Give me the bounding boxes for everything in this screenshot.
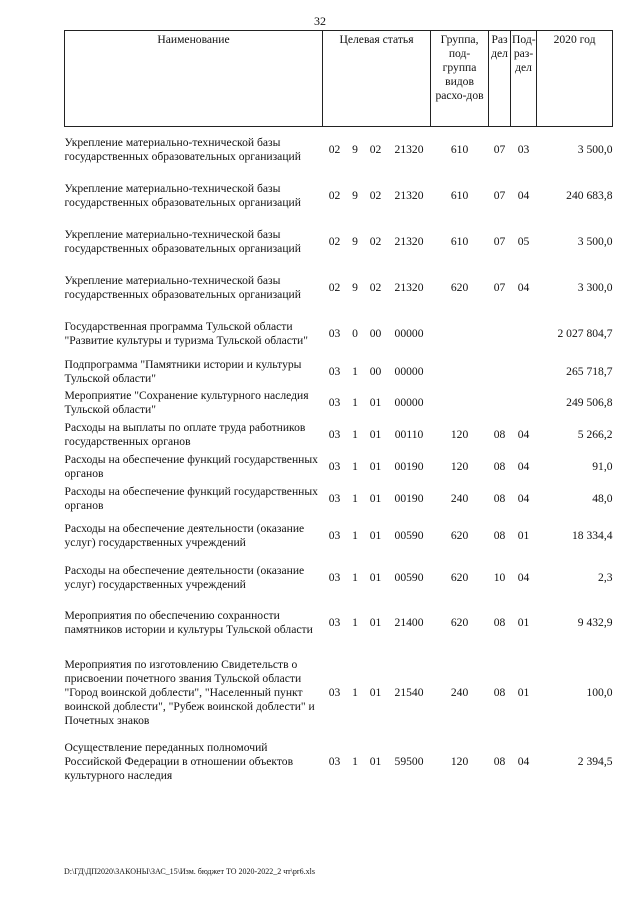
row-name: Расходы на обеспечение деятельности (оказание услуг) государственных учреждений bbox=[64, 564, 305, 591]
row-code-c: 00 bbox=[369, 365, 382, 378]
row-code-a: 03 bbox=[328, 616, 341, 629]
row-section: 07 bbox=[493, 235, 506, 248]
row-section: 08 bbox=[493, 755, 506, 768]
row-code-a: 03 bbox=[328, 755, 341, 768]
row-code-d: 21320 bbox=[394, 235, 424, 248]
row-amount: 2,3 bbox=[598, 571, 613, 584]
row-amount: 240 683,8 bbox=[566, 189, 613, 202]
row-group: 120 bbox=[450, 460, 469, 473]
row-subsection: 01 bbox=[517, 529, 530, 542]
row-group bbox=[431, 357, 489, 387]
row-code-b: 1 bbox=[352, 571, 358, 584]
row-code-c: 01 bbox=[369, 460, 382, 473]
row-code-c: 02 bbox=[369, 281, 382, 294]
row-code-d: 00590 bbox=[394, 571, 424, 584]
row-group: 620 bbox=[450, 529, 469, 542]
row-code-a: 03 bbox=[328, 460, 341, 473]
row-subsection: 04 bbox=[517, 189, 530, 202]
table-row bbox=[65, 739, 613, 785]
row-code-a: 03 bbox=[328, 529, 341, 542]
header-year: 2020 год bbox=[537, 31, 613, 127]
row-section: 07 bbox=[493, 189, 506, 202]
row-subsection: 04 bbox=[517, 281, 530, 294]
table-row bbox=[65, 647, 613, 739]
row-subsection: 01 bbox=[517, 686, 530, 699]
row-name: Подпрограмма "Памятники истории и культуры Тульской области" bbox=[64, 358, 302, 385]
row-section bbox=[489, 311, 511, 357]
row-name: Мероприятия по обеспечению сохранности памятников истории и культуры Тульской области bbox=[64, 609, 313, 636]
row-code-a: 03 bbox=[328, 428, 341, 441]
row-code-b: 1 bbox=[352, 396, 358, 409]
table-row bbox=[65, 173, 613, 219]
row-code-b: 1 bbox=[352, 529, 358, 542]
row-group: 610 bbox=[450, 235, 469, 248]
row-code-a: 03 bbox=[328, 492, 341, 505]
row-name: Расходы на обеспечение деятельности (оказание услуг) государственных учреждений bbox=[64, 522, 305, 549]
row-group: 620 bbox=[450, 281, 469, 294]
table-row bbox=[65, 419, 613, 451]
row-amount: 9 432,9 bbox=[577, 616, 613, 629]
page-number: 32 bbox=[314, 14, 326, 28]
table-row bbox=[65, 515, 613, 557]
row-name: Укрепление материально-технической базы государственных образовательных организаций bbox=[64, 274, 301, 301]
row-code-a: 03 bbox=[328, 396, 341, 409]
row-code-c: 01 bbox=[369, 755, 382, 768]
row-subsection: 04 bbox=[517, 460, 530, 473]
row-code-c: 01 bbox=[369, 492, 382, 505]
row-code-b: 9 bbox=[352, 235, 358, 248]
row-name: Осуществление переданных полномочий Российской Федерации в отношении объектов культурного наследия bbox=[64, 741, 294, 782]
row-amount: 5 266,2 bbox=[577, 428, 613, 441]
row-code-c: 00 bbox=[369, 327, 382, 340]
row-subsection bbox=[511, 357, 537, 387]
row-code-c: 01 bbox=[369, 616, 382, 629]
row-code-c: 01 bbox=[369, 529, 382, 542]
row-group: 240 bbox=[450, 686, 469, 699]
row-name: Укрепление материально-технической базы государственных образовательных организаций bbox=[64, 182, 301, 209]
row-group: 620 bbox=[450, 616, 469, 629]
row-code-a: 02 bbox=[328, 143, 341, 156]
table-row bbox=[65, 557, 613, 599]
row-group: 610 bbox=[450, 189, 469, 202]
row-code-b: 1 bbox=[352, 460, 358, 473]
row-section bbox=[489, 357, 511, 387]
row-section: 10 bbox=[493, 571, 506, 584]
row-amount: 48,0 bbox=[592, 492, 613, 505]
row-section: 07 bbox=[493, 281, 506, 294]
file-path-footer: D:\ГД\ДП2020\ЗАКОНЫ\ЗАС_15\Изм. бюджет ТО 2020-2022_2 чт\pr6.xls bbox=[64, 867, 315, 876]
table-row bbox=[65, 127, 613, 174]
row-code-d: 00000 bbox=[394, 396, 424, 409]
row-code-b: 1 bbox=[352, 755, 358, 768]
row-amount: 3 500,0 bbox=[577, 235, 613, 248]
row-code-b: 9 bbox=[352, 189, 358, 202]
row-subsection: 05 bbox=[517, 235, 530, 248]
row-code-d: 21540 bbox=[394, 686, 424, 699]
row-code-a: 02 bbox=[328, 281, 341, 294]
row-subsection bbox=[511, 311, 537, 357]
row-code-b: 1 bbox=[352, 686, 358, 699]
row-group bbox=[431, 311, 489, 357]
row-group bbox=[431, 387, 489, 419]
row-code-a: 02 bbox=[328, 189, 341, 202]
row-name: Расходы на обеспечение функций государственных органов bbox=[64, 485, 318, 512]
row-code-b: 1 bbox=[352, 616, 358, 629]
row-group: 610 bbox=[450, 143, 469, 156]
row-group: 240 bbox=[450, 492, 469, 505]
row-subsection: 03 bbox=[517, 143, 530, 156]
row-code-a: 03 bbox=[328, 686, 341, 699]
row-code-c: 01 bbox=[369, 396, 382, 409]
row-code-b: 9 bbox=[352, 281, 358, 294]
row-code-d: 00190 bbox=[394, 460, 424, 473]
row-subsection bbox=[511, 387, 537, 419]
row-amount: 3 500,0 bbox=[577, 143, 613, 156]
row-code-d: 00110 bbox=[394, 428, 424, 441]
row-code-c: 02 bbox=[369, 189, 382, 202]
row-code-b: 1 bbox=[352, 428, 358, 441]
table-row bbox=[65, 357, 613, 387]
row-section: 08 bbox=[493, 428, 506, 441]
row-code-c: 01 bbox=[369, 571, 382, 584]
row-group: 120 bbox=[450, 755, 469, 768]
row-amount: 2 027 804,7 bbox=[557, 327, 613, 340]
row-code-c: 01 bbox=[369, 428, 382, 441]
row-code-d: 21320 bbox=[394, 189, 424, 202]
row-code-b: 1 bbox=[352, 492, 358, 505]
row-code-c: 01 bbox=[369, 686, 382, 699]
table-row bbox=[65, 387, 613, 419]
row-code-c: 02 bbox=[369, 143, 382, 156]
row-name: Государственная программа Тульской области "Развитие культуры и туризма Тульской области" bbox=[64, 320, 308, 347]
row-code-d: 00190 bbox=[394, 492, 424, 505]
row-group: 120 bbox=[450, 428, 469, 441]
row-code-b: 0 bbox=[352, 327, 358, 340]
row-subsection: 04 bbox=[517, 755, 530, 768]
table-row bbox=[65, 451, 613, 483]
row-name: Расходы на обеспечение функций государственных органов bbox=[64, 453, 318, 480]
row-amount: 18 334,4 bbox=[571, 529, 613, 542]
table-row bbox=[65, 599, 613, 647]
row-section: 08 bbox=[493, 616, 506, 629]
row-code-a: 03 bbox=[328, 327, 341, 340]
row-amount: 91,0 bbox=[592, 460, 613, 473]
table-row bbox=[65, 483, 613, 515]
row-name: Мероприятие "Сохранение культурного наследия Тульской области" bbox=[64, 389, 309, 416]
row-code-a: 02 bbox=[328, 235, 341, 248]
header-section: Раз дел bbox=[489, 31, 511, 127]
table-header bbox=[65, 31, 613, 127]
row-code-d: 59500 bbox=[394, 755, 424, 768]
row-code-b: 9 bbox=[352, 143, 358, 156]
header-name: Наименование bbox=[65, 31, 323, 127]
table-row bbox=[65, 265, 613, 311]
header-subsection: Под-раз-дел bbox=[511, 31, 537, 127]
row-code-d: 00000 bbox=[394, 327, 424, 340]
row-group: 620 bbox=[450, 571, 469, 584]
row-name: Укрепление материально-технической базы государственных образовательных организаций bbox=[64, 228, 301, 255]
row-code-a: 03 bbox=[328, 365, 341, 378]
row-section: 08 bbox=[493, 529, 506, 542]
row-code-d: 21320 bbox=[394, 143, 424, 156]
row-code-d: 00000 bbox=[394, 365, 424, 378]
row-amount: 265 718,7 bbox=[566, 365, 613, 378]
row-name: Укрепление материально-технической базы государственных образовательных организаций bbox=[64, 136, 301, 163]
table-row bbox=[65, 219, 613, 265]
row-code-d: 21320 bbox=[394, 281, 424, 294]
row-section: 08 bbox=[493, 686, 506, 699]
row-subsection: 04 bbox=[517, 492, 530, 505]
row-subsection: 04 bbox=[517, 571, 530, 584]
row-code-a: 03 bbox=[328, 571, 341, 584]
row-name: Расходы на выплаты по оплате труда работников государственных органов bbox=[64, 421, 306, 448]
row-subsection: 04 bbox=[517, 428, 530, 441]
row-section: 08 bbox=[493, 492, 506, 505]
row-subsection: 01 bbox=[517, 616, 530, 629]
row-amount: 3 300,0 bbox=[577, 281, 613, 294]
row-section bbox=[489, 387, 511, 419]
row-amount: 100,0 bbox=[586, 686, 613, 699]
row-code-c: 02 bbox=[369, 235, 382, 248]
row-section: 08 bbox=[493, 460, 506, 473]
row-amount: 2 394,5 bbox=[577, 755, 613, 768]
row-code-d: 21400 bbox=[394, 616, 424, 629]
row-amount: 249 506,8 bbox=[566, 396, 613, 409]
row-code-d: 00590 bbox=[394, 529, 424, 542]
row-name: Мероприятия по изготовлению Свидетельств о присвоении почетного звания Тульской области "Город воинской доблести", "Населенный пункт воинской доблести", "Рубеж воинской доблести" и Почетных знаков bbox=[64, 658, 315, 727]
budget-table bbox=[64, 30, 613, 785]
header-group: Группа, под-группа видов расхо-дов bbox=[431, 31, 489, 127]
row-section: 07 bbox=[493, 143, 506, 156]
row-code-b: 1 bbox=[352, 365, 358, 378]
table-row bbox=[65, 311, 613, 357]
header-target: Целевая статья bbox=[323, 31, 431, 127]
